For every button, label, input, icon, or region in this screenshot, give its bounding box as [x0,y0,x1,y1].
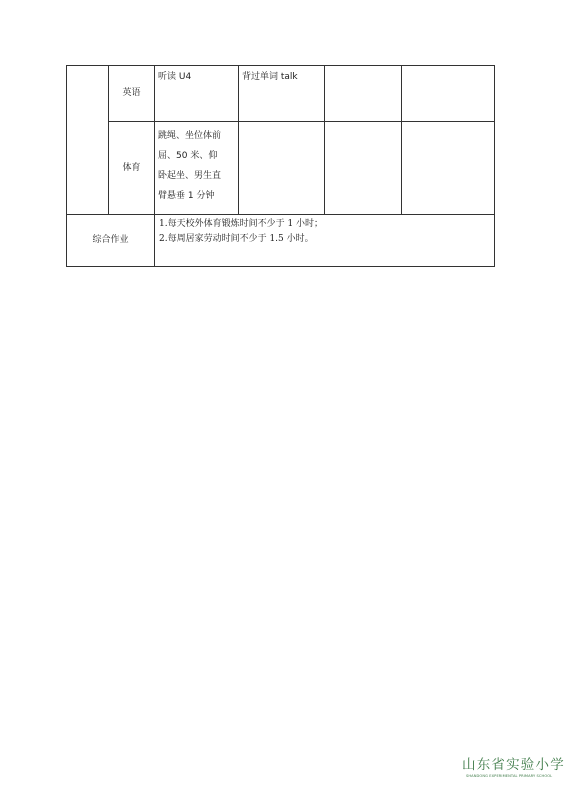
school-logo-name: 山东省实验小学 [462,757,565,773]
pe-task-line: 屈、50 米、仰 [158,151,218,161]
school-logo [462,757,565,791]
school-logo-english: SHANDONG EXPERIMENTAL PRIMARY SCHOOL [466,774,553,778]
pe-task-line: 臂悬垂 1 分钟 [158,191,215,201]
memorize-cell [239,66,325,122]
subject-cell-english [109,66,155,122]
blank-category-cell [67,66,109,215]
summary-label: 综合作业 [92,235,129,245]
summary-line: 1.每天校外体育锻炼时间不少于 1 小时； [159,219,324,229]
homework-table [66,65,495,267]
pe-task-line: 跳绳、坐位体前 [158,131,222,141]
table-row [67,122,495,215]
empty-cell [325,122,402,215]
pe-task-line: 卧起坐、男生直 [158,171,222,181]
subject-label: 英语 [122,88,141,98]
summary-body-cell [155,215,495,267]
empty-cell [239,122,325,215]
summary-row [67,215,495,267]
memorize-text: 背过单词 talk [242,72,298,82]
table-row [67,66,495,122]
subject-cell-pe [109,122,155,215]
subject-label: 体育 [122,162,141,173]
empty-cell [402,122,495,215]
summary-label-cell [67,215,155,267]
empty-cell [402,66,495,122]
pe-tasks-cell [155,122,239,215]
reading-text: 听读 U4 [158,72,192,82]
reading-cell [155,66,239,122]
empty-cell [325,66,402,122]
summary-line: 2.每周居家劳动时间不少于 1.5 小时。 [159,234,314,244]
